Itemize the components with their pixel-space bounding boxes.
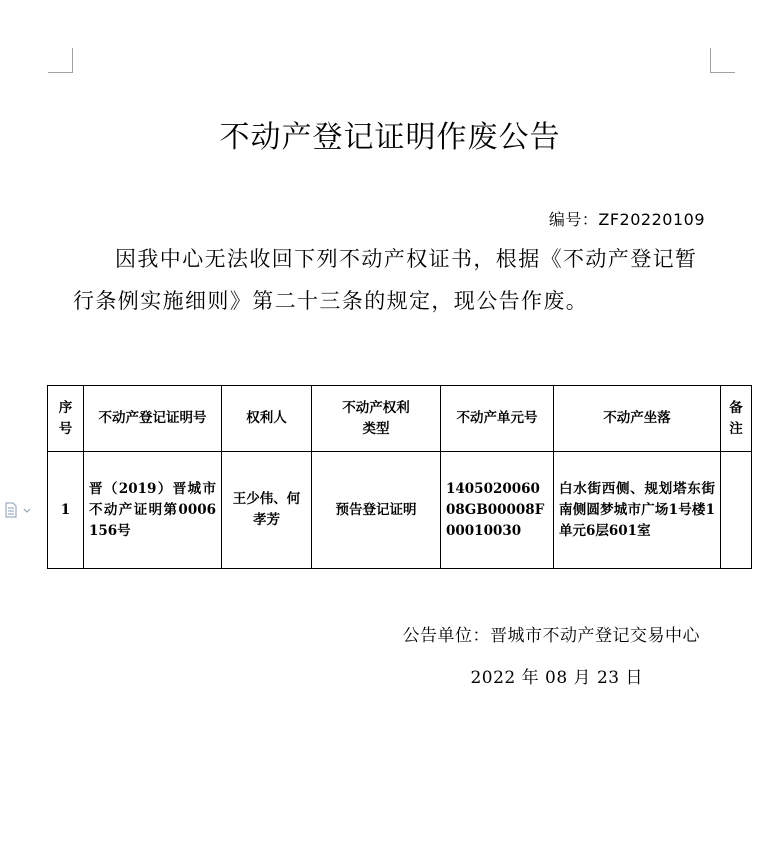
cell-remark	[721, 452, 752, 569]
header-owner: 权利人	[222, 386, 312, 452]
cancelled-certificates-table	[47, 385, 752, 569]
cell-index: 1	[48, 452, 84, 569]
cell-location: 白水街西侧、规划塔东街南侧圆梦城市广场1号楼1单元6层601室	[554, 452, 721, 569]
cell-cert-no: 晋（2019）晋城市不动产证明第0006156号	[84, 452, 222, 569]
header-right-type: 不动产权利类型	[312, 386, 441, 452]
document-list-icon[interactable]	[4, 502, 34, 518]
page-corner-mark-top-left	[48, 48, 73, 73]
notice-issuer: 公告单位：晋城市不动产登记交易中心	[402, 626, 700, 646]
table-header-row	[48, 386, 752, 452]
cell-owner: 王少伟、何孝芳	[222, 452, 312, 569]
notice-body: 因我中心无法收回下列不动产权证书，根据《不动产登记暂行条例实施细则》第二十三条的规定，现公告作废。	[73, 247, 698, 313]
document-number: 编号：ZF20220109	[548, 210, 705, 229]
header-location: 不动产坐落	[554, 386, 721, 452]
page-corner-mark-top-right	[710, 48, 735, 73]
header-index: 序号	[48, 386, 84, 452]
table-row	[48, 452, 752, 569]
cell-unit-no: 140502006008GB00008F00010030	[441, 452, 554, 569]
notice-date: 2022 年 08 月 23 日	[470, 668, 643, 688]
header-unit-no: 不动产单元号	[441, 386, 554, 452]
document-title: 不动产登记证明作废公告	[219, 120, 561, 155]
header-remark: 备注	[721, 386, 752, 452]
document-list-icon-graphic	[4, 502, 34, 518]
header-cert-no: 不动产登记证明号	[84, 386, 222, 452]
cell-right-type: 预告登记证明	[312, 452, 441, 569]
